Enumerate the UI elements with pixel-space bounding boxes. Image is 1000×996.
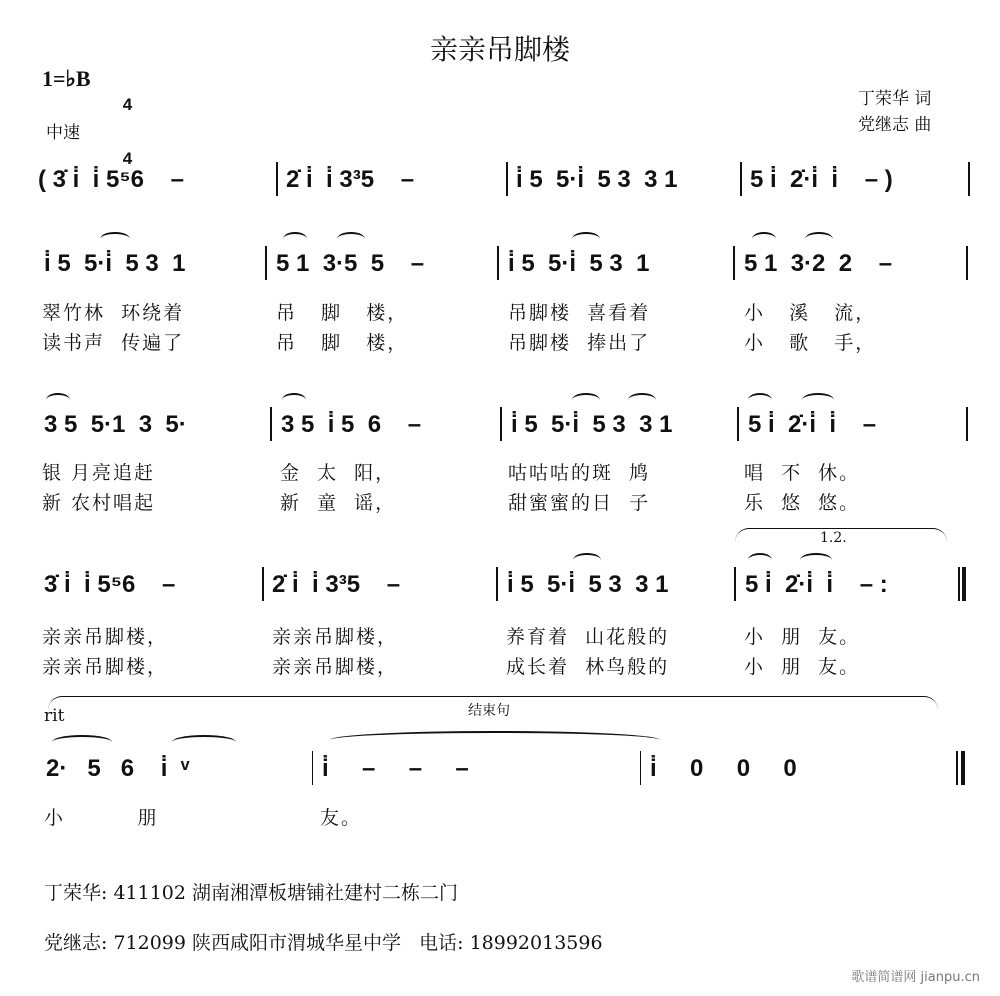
barline bbox=[262, 567, 264, 601]
lyric: 银 月亮追赶 bbox=[42, 462, 156, 484]
slur bbox=[805, 232, 833, 246]
barline bbox=[265, 246, 267, 280]
measure: 5 i̇ 2̇·i̇ i̇ – ) bbox=[750, 166, 893, 193]
lyric: 小 溪 流， bbox=[744, 302, 877, 324]
barline bbox=[497, 246, 499, 280]
slur bbox=[172, 735, 236, 749]
lyric: 成长着 林鸟般的 bbox=[506, 656, 670, 678]
barline bbox=[496, 567, 498, 601]
measure: 5 1 3·2 2 – bbox=[744, 250, 893, 277]
slur bbox=[52, 735, 112, 749]
lyric: 友。 bbox=[320, 807, 363, 829]
slur bbox=[282, 393, 306, 407]
volta-label: 1.2. bbox=[820, 530, 847, 546]
measure: 2̇ i̇ i̇ 3³5 – bbox=[286, 166, 415, 193]
measure: 5 i̇ 2̇·i̇ i̇ – : bbox=[745, 571, 888, 598]
measure: 5 1 3·5 5 – bbox=[276, 250, 425, 277]
measure: 2· 5 6 i̇ ᵛ bbox=[46, 755, 190, 782]
slur bbox=[337, 232, 365, 246]
footer-address-composer: 党继志: 712099 陕西咸阳市渭城华星中学 电话: 18992013596 bbox=[44, 932, 603, 954]
tempo-marking: 中速 bbox=[46, 123, 80, 143]
measure: 5 i̇ 2̇·i̇ i̇ – bbox=[748, 411, 877, 438]
slur bbox=[46, 393, 70, 407]
repeat-barline bbox=[958, 567, 960, 601]
slur bbox=[572, 393, 600, 407]
slur bbox=[748, 393, 772, 407]
lyric: 养育着 山花般的 bbox=[506, 626, 670, 648]
barline bbox=[640, 751, 641, 785]
lyricist-credit: 丁荣华 词 bbox=[858, 89, 932, 109]
score-row-2 bbox=[0, 250, 1000, 290]
measure: i̇ 5 5·i̇ 5 3 3 1 bbox=[507, 571, 669, 598]
footer-address-lyricist: 丁荣华: 411102 湖南湘潭板塘铺社建村二栋二门 bbox=[44, 882, 459, 904]
barline bbox=[740, 162, 742, 196]
lyric: 小 朋 友。 bbox=[744, 656, 861, 678]
lyric: 亲亲吊脚楼， bbox=[272, 656, 399, 678]
lyric: 小 朋 bbox=[44, 807, 159, 829]
barline bbox=[276, 162, 278, 196]
final-barline-thick bbox=[961, 751, 965, 785]
score-row-1 bbox=[0, 166, 1000, 206]
lyric: 亲亲吊脚楼， bbox=[42, 656, 169, 678]
barline bbox=[966, 407, 968, 441]
composer-credit: 党继志 曲 bbox=[858, 115, 932, 135]
measure: 3 5 i̇ 5 6 – bbox=[281, 411, 422, 438]
measure: 3̇ i̇ i̇ 5⁵6 – bbox=[44, 571, 176, 598]
barline bbox=[500, 407, 502, 441]
lyric: 新 童 谣， bbox=[280, 492, 397, 514]
slur bbox=[572, 232, 600, 246]
measure: i̇ 5 5·i̇ 5 3 3 1 bbox=[516, 166, 678, 193]
lyric: 小 歌 手， bbox=[744, 332, 877, 354]
barline bbox=[506, 162, 508, 196]
barline bbox=[270, 407, 272, 441]
lyric: 亲亲吊脚楼， bbox=[272, 626, 399, 648]
measure: ( 3̇ i̇ i̇ 5⁵6 – bbox=[38, 166, 185, 193]
lyric: 新 农村唱起 bbox=[42, 492, 156, 514]
lyric: 吊脚楼 喜看着 bbox=[508, 302, 651, 324]
lyric: 唱 不 休。 bbox=[744, 462, 861, 484]
score-row-3 bbox=[0, 411, 1000, 451]
measure: i̇ 5 5·i̇ 5 3 1 bbox=[508, 250, 650, 277]
meter-bottom: 4 bbox=[122, 149, 133, 168]
measure: i̇ 5 5·i̇ 5 3 3 1 bbox=[511, 411, 673, 438]
key-signature: 1=♭B bbox=[42, 66, 91, 91]
score-row-4 bbox=[0, 571, 1000, 611]
barline bbox=[968, 162, 970, 196]
slur bbox=[802, 393, 834, 407]
lyric: 乐 悠 悠。 bbox=[744, 492, 861, 514]
barline bbox=[966, 246, 968, 280]
lyric: 金 太 阳， bbox=[280, 462, 397, 484]
lyric: 吊 脚 楼， bbox=[276, 332, 409, 354]
barline bbox=[733, 246, 735, 280]
lyric: 咕咕咕的斑 鸠 bbox=[508, 462, 651, 484]
slur bbox=[100, 232, 130, 246]
slur bbox=[752, 232, 776, 246]
slur bbox=[573, 553, 601, 567]
ending-label: 结束句 bbox=[468, 703, 510, 719]
lyric: 吊脚楼 捧出了 bbox=[508, 332, 651, 354]
score-row-5 bbox=[0, 755, 1000, 795]
lyric: 甜蜜蜜的日 子 bbox=[508, 492, 651, 514]
lyric: 翠竹林 环绕着 bbox=[42, 302, 185, 324]
barline bbox=[734, 567, 736, 601]
slur bbox=[628, 393, 656, 407]
lyric: 读书声 传遍了 bbox=[42, 332, 185, 354]
meter-top: 4 bbox=[122, 95, 133, 114]
slur bbox=[283, 232, 307, 246]
slur bbox=[748, 553, 772, 567]
final-barline bbox=[956, 751, 958, 785]
lyric: 亲亲吊脚楼， bbox=[42, 626, 169, 648]
lyric: 小 朋 友。 bbox=[744, 626, 861, 648]
rit-marking: rit bbox=[44, 706, 65, 726]
measure: i̇ 0 0 0 bbox=[650, 755, 797, 782]
slur bbox=[800, 553, 832, 567]
watermark: 歌谱简谱网 jianpu.cn bbox=[851, 970, 980, 985]
barline bbox=[312, 751, 313, 785]
song-title: 亲亲吊脚楼 bbox=[429, 33, 570, 66]
measure: i̇ 5 5·i̇ 5 3 1 bbox=[44, 250, 186, 277]
measure: i̇ – – – bbox=[322, 755, 469, 782]
repeat-barline-thick bbox=[962, 567, 966, 601]
barline bbox=[737, 407, 739, 441]
lyric: 吊 脚 楼， bbox=[276, 302, 409, 324]
tie bbox=[330, 731, 660, 749]
measure: 2̇ i̇ i̇ 3³5 – bbox=[272, 571, 401, 598]
measure: 3 5 5·1 3 5· bbox=[44, 411, 187, 438]
